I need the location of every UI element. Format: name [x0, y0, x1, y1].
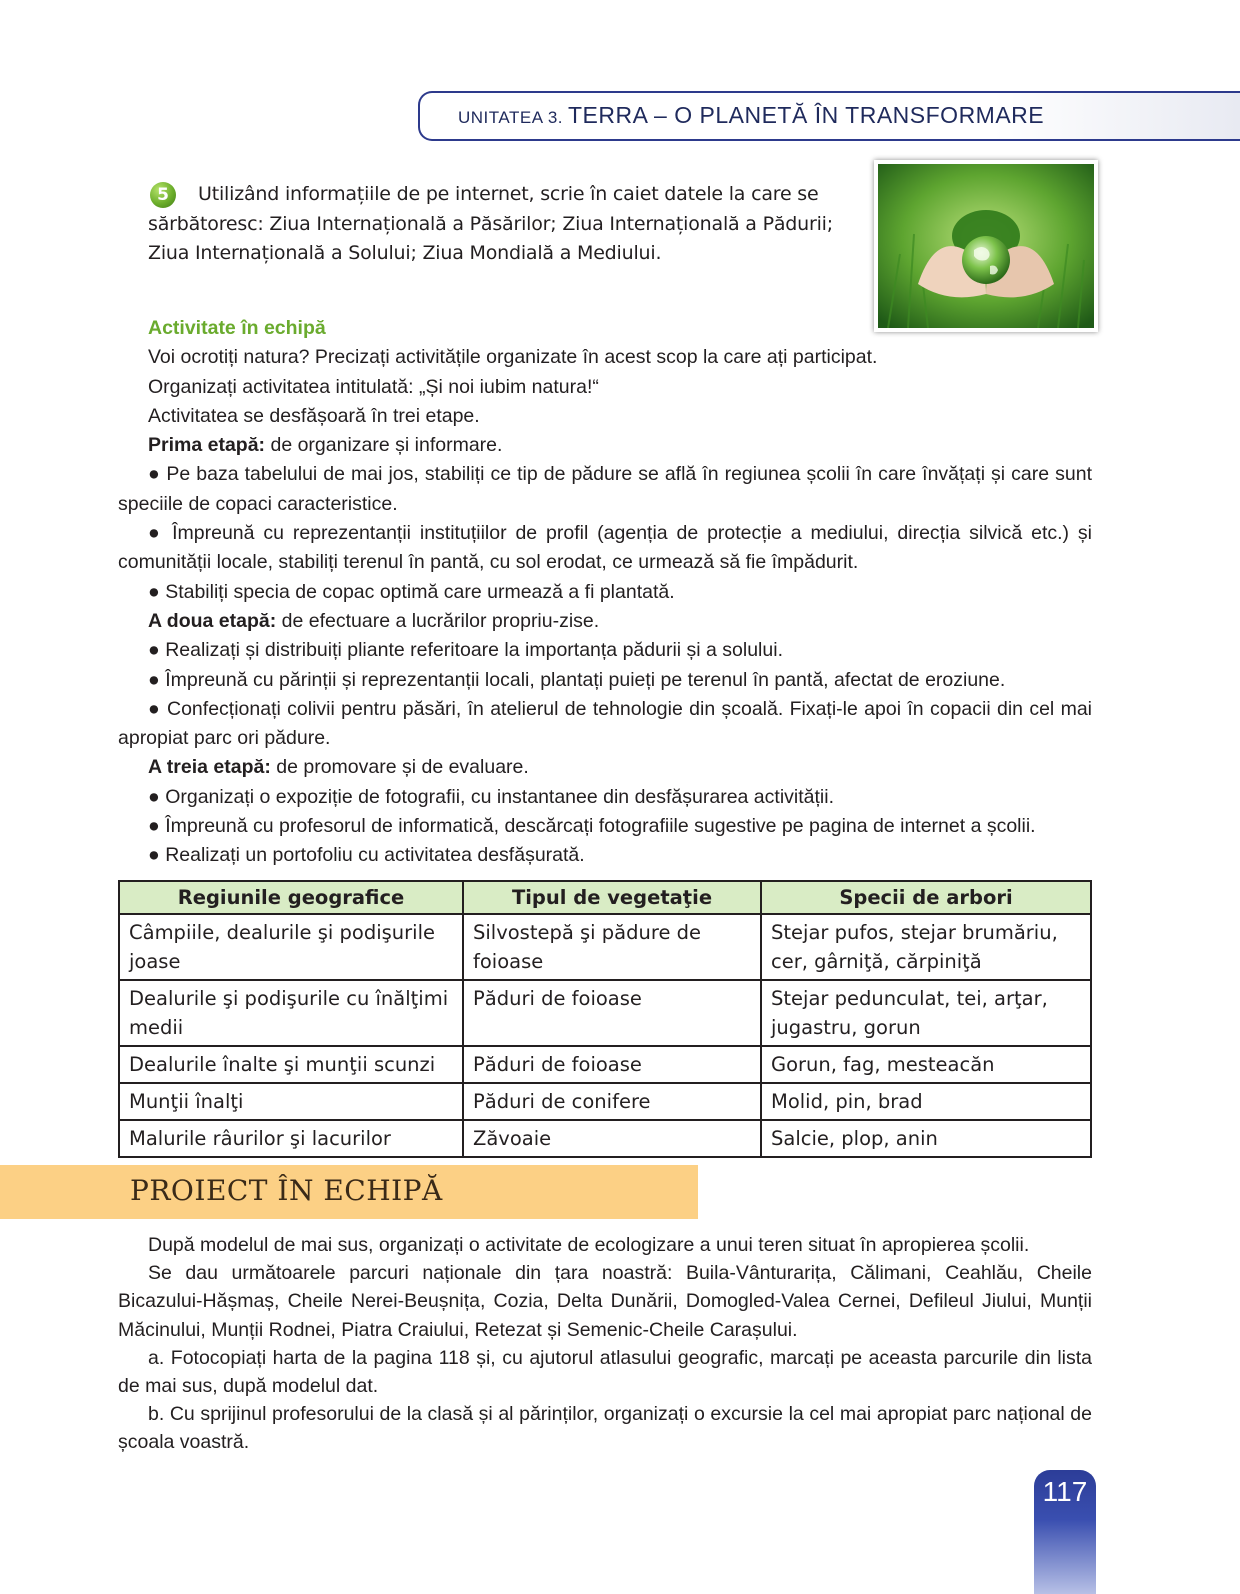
- stage-1-text: de organizare și informare.: [265, 434, 503, 457]
- table-cell: Păduri de conifere: [463, 1083, 761, 1120]
- table-row: [119, 1083, 1091, 1120]
- table-cell: Salcie, plop, anin: [761, 1120, 1091, 1157]
- activity-paragraph-1: Voi ocrotiți natura? Precizați activitățile organizate în acest scop la care ați participat.: [148, 346, 878, 369]
- activity-title: Activitate în echipă: [148, 317, 326, 339]
- project-paragraph-2: Se dau următoarele parcuri naționale din țara noastră: Buila-Vânturarița, Călimani, Ceahlău, Cheile Bicazului-Hășmaș, Cheile Nerei-Beușnița, Cozia, Delta Dunării, Domogled-Valea Cernei, Defileul Jiului, Munții Măcinului, Munții Rodnei, Piatra Craiului, Retezat și Semenic-Cheile Carașului.: [118, 1262, 1092, 1341]
- table-header-row: [119, 881, 1091, 914]
- table-cell: Stejar pedunculat, tei, arţar, jugastru, gorun: [761, 980, 1091, 1046]
- project-title: PROIECT ÎN ECHIPĂ: [130, 1174, 443, 1207]
- table-cell: Câmpiile, dealurile şi podişurile joase: [119, 914, 463, 980]
- page-number-tab: [1034, 1470, 1096, 1594]
- table-cell: Silvostepă şi pădure de foioase: [463, 914, 761, 980]
- stage-2-item: ● Confecționați colivii pentru păsări, în atelierul de tehnologie din școală. Fixați-le apoi în copacii din cel mai apropiat parc ori pădure.: [118, 697, 1092, 750]
- table-cell: Păduri de foioase: [463, 1046, 761, 1083]
- project-paragraph-1: După modelul de mai sus, organizați o activitate de ecologizare a unui teren situat în apropierea școlii.: [148, 1234, 1030, 1256]
- stage-2-heading: [118, 607, 1092, 636]
- table-row: [119, 1120, 1091, 1157]
- hands-globe-image: [878, 164, 1094, 328]
- project-section: [118, 1231, 1092, 1457]
- unit-label: UNITATEA 3.: [458, 108, 564, 127]
- activity-section: [118, 314, 1092, 871]
- exercise-text: [148, 180, 858, 269]
- stage-2-text: de efectuare a lucrărilor propriu-zise.: [276, 609, 600, 632]
- unit-header-text: [458, 102, 1044, 129]
- table-cell: Malurile râurilor şi lacurilor: [119, 1120, 463, 1157]
- stage-1-item: ● Pe baza tabelului de mai jos, stabiliți ce tip de pădure se află în regiunea școlii în care învățați și care sunt speciile de copaci caracteristice.: [118, 463, 1092, 515]
- table-header-cell: Specii de arbori: [761, 881, 1091, 914]
- table-cell: Munţii înalţi: [119, 1083, 463, 1120]
- stage-3-text: de promovare și de evaluare.: [270, 756, 529, 779]
- table-cell: Zăvoaie: [463, 1120, 761, 1157]
- table-row: [119, 1046, 1091, 1083]
- table-cell: Dealurile şi podişurile cu înălţimi medii: [119, 980, 463, 1046]
- table-cell: Dealurile înalte şi munţii scunzi: [119, 1046, 463, 1083]
- project-paragraph-4: b. Cu sprijinul profesorului de la clasă și al părinților, organizați o excursie la cel mai apropiat parc național de școala voastră.: [118, 1403, 1092, 1454]
- activity-paragraph-3: Activitatea se desfășoară în trei etape.: [148, 404, 480, 427]
- table-header-cell: Regiunile geografice: [119, 881, 463, 914]
- table-cell: Molid, pin, brad: [761, 1083, 1091, 1120]
- activity-paragraph-2: Organizați activitatea intitulată: „Și noi iubim natura!“: [148, 375, 599, 398]
- table-row: [119, 914, 1091, 980]
- stage-2-item: ● Realizați și distribuiți pliante referitoare la importanța pădurii și a solului.: [148, 639, 783, 662]
- stage-3-item: ● Realizați un portofoliu cu activitatea desfășurată.: [148, 844, 585, 867]
- stage-3-heading: [118, 753, 1092, 782]
- page-number: 117: [1042, 1476, 1088, 1507]
- stage-3-label: A treia etapă:: [148, 756, 271, 779]
- table-cell: Gorun, fag, mesteacăn: [761, 1046, 1091, 1083]
- stage-1-item: ● Împreună cu reprezentanții instituțiilor de profil (agenția de protecție a mediului, direcția silvică etc.) și comunității locale, stabiliți terenul în pantă, cu sol erodat, ce urmează să fie împădurit.: [118, 522, 1092, 574]
- stage-1-heading: [118, 431, 1092, 460]
- project-paragraph-3: a. Fotocopiați harta de la pagina 118 și, cu ajutorul atlasului geografic, marcați pe aceasta parcurile din lista de mai sus, după modelul dat.: [118, 1346, 1092, 1398]
- table-header-cell: Tipul de vegetaţie: [463, 881, 761, 914]
- hands-globe-photo: [874, 160, 1098, 332]
- table-cell: Stejar pufos, stejar brumăriu, cer, gârniţă, cărpiniţă: [761, 914, 1091, 980]
- stage-3-item: ● Organizați o expoziție de fotografii, cu instantanee din desfășurarea activității.: [148, 785, 834, 808]
- exercise-text-content: Utilizând informațiile de pe internet, scrie în caiet datele la care se sărbătoresc: Ziua Internațională a Păsărilor; Ziua Internațională a Pădurii; Ziua Internațională a Solului; Ziua Mondială a Mediului.: [148, 183, 833, 264]
- exercise-number-badge: 5: [150, 182, 176, 208]
- table-row: [119, 980, 1091, 1046]
- stage-1-item: ● Stabiliți specia de copac optimă care urmează a fi plantată.: [148, 580, 675, 603]
- unit-header: [418, 91, 1240, 141]
- unit-title: TERRA – O PLANETĂ ÎN TRANSFORMARE: [567, 102, 1045, 128]
- stage-2-label: A doua etapă:: [148, 609, 277, 632]
- stage-3-item: ● Împreună cu profesorul de informatică, descărcați fotografiile sugestive pe pagina de internet a școlii.: [148, 815, 1036, 838]
- vegetation-table: [118, 880, 1092, 1158]
- table-cell: Păduri de foioase: [463, 980, 761, 1046]
- stage-2-item: ● Împreună cu părinții și reprezentanții locali, plantați puieți pe terenul în pantă, afectat de eroziune.: [148, 668, 1006, 691]
- stage-1-label: Prima etapă:: [148, 434, 266, 457]
